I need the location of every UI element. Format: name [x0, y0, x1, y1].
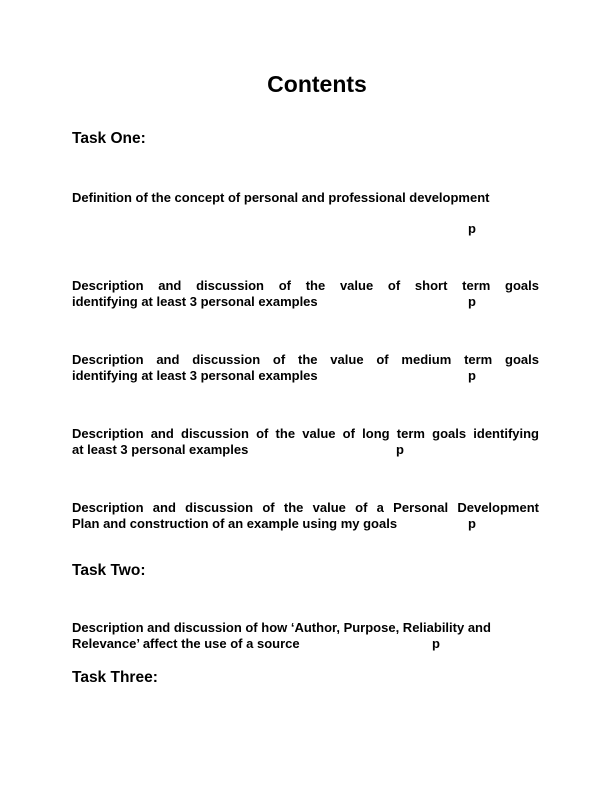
- section-heading-task-two: Task Two:: [72, 562, 146, 579]
- toc-entry-text: Definition of the concept of personal and professional development: [72, 190, 490, 205]
- toc-entry-text: Plan and construction of an example using my goals: [72, 516, 398, 531]
- toc-entry-text: Description and discussion of the value of long term goals identifying: [72, 426, 539, 441]
- toc-entry-text: Description and discussion of the value of medium term goals: [72, 352, 539, 367]
- section-heading-task-one: Task One:: [72, 130, 146, 147]
- toc-page-number: p: [468, 294, 476, 309]
- toc-entry-text: Description and discussion of how ‘Author, Purpose, Reliability and: [72, 620, 491, 635]
- toc-entry-text: at least 3 personal examples: [72, 442, 249, 457]
- toc-entry-text: Description and discussion of the value of short term goals: [72, 278, 539, 293]
- toc-entry[interactable]: [72, 426, 539, 458]
- page-title: Contents: [267, 71, 367, 97]
- toc-page-number: p: [468, 516, 476, 531]
- toc-page-number: p: [468, 221, 476, 236]
- toc-page-number: p: [432, 636, 440, 651]
- section-heading-task-three: Task Three:: [72, 669, 158, 686]
- toc-page-number: p: [468, 368, 476, 383]
- toc-entry-text: Relevance’ affect the use of a source: [72, 636, 300, 651]
- toc-entry-text: identifying at least 3 personal examples: [72, 294, 318, 309]
- toc-entry-text: identifying at least 3 personal examples: [72, 368, 318, 383]
- toc-entry[interactable]: [72, 190, 539, 206]
- toc-page-number: p: [396, 442, 404, 457]
- toc-entry[interactable]: [72, 620, 539, 652]
- toc-entry-text: Description and discussion of the value of a Personal Development: [72, 500, 539, 515]
